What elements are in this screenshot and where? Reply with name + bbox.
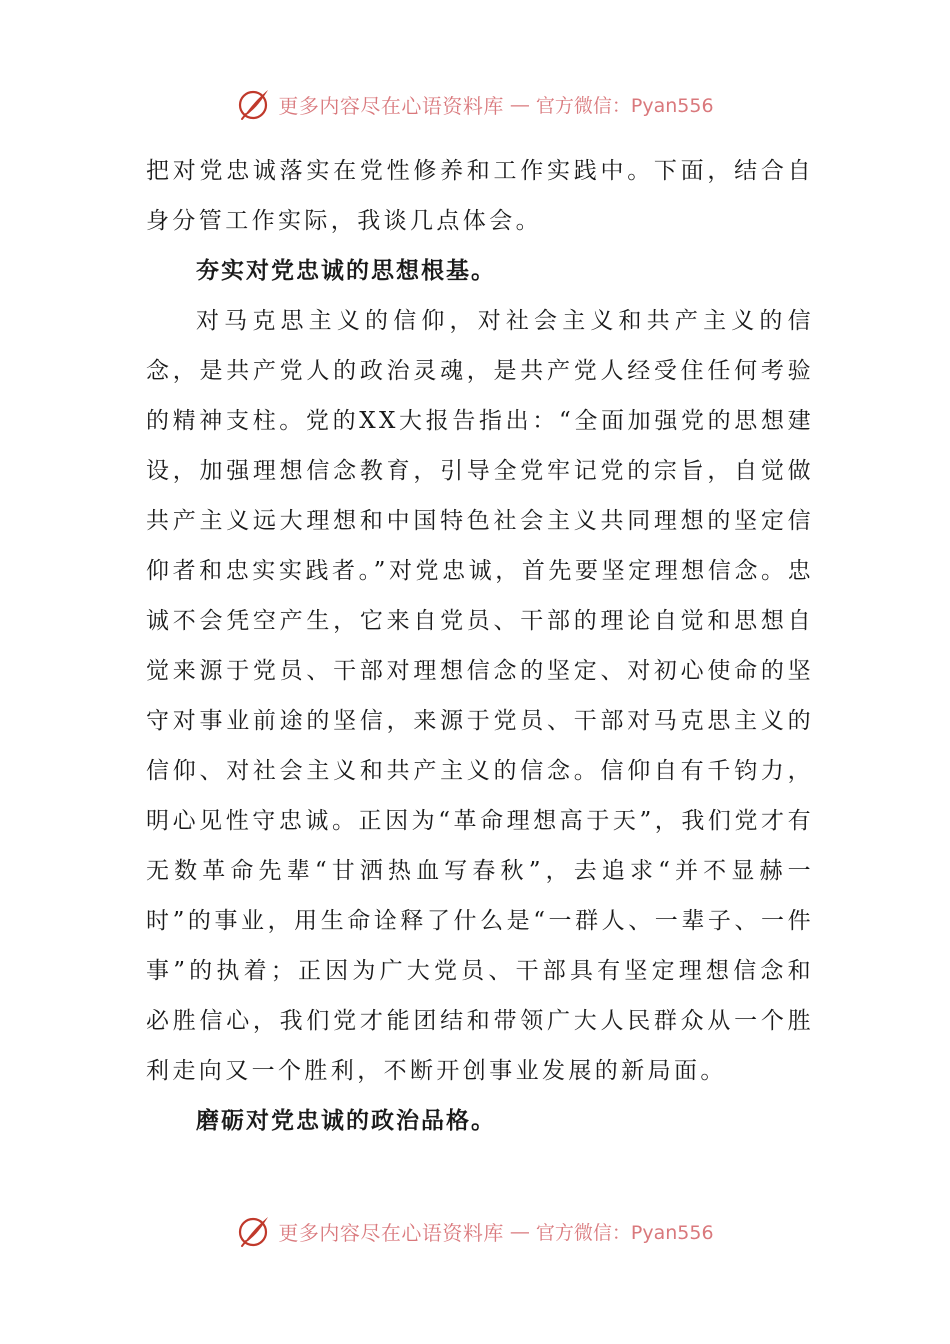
section-heading-1: 夯实对党忠诚的思想根基。: [196, 258, 496, 284]
footer-wechat-text: 官方微信：Pyan556: [535, 1221, 714, 1244]
document-body: [146, 146, 814, 1146]
body-paragraph-1: 对马克思主义的信仰，对社会主义和共产主义的信念，是共产党人的政治灵魂，是共产党人经受住任何考验的精神支柱。党的XX大报告指出：“全面加强党的思想建设，加强理想信念教育，引导全党牢记党的宗旨，自觉做共产主义远大理想和中国特色社会主义共同理想的坚定信仰者和忠实实践者。”对党忠诚，首先要坚定理想信念。忠诚不会凭空产生，它来自党员、干部的理论自觉和思想自觉来源于党员、干部对理想信念的坚定、对初心使命的坚守对事业前途的坚信，来源于党员、干部对马克思主义的信仰、对社会主义和共产主义的信念。信仰自有千钧力，明心见性守忠诚。正因为“革命理想高于天”，我们党才有无数革命先辈“甘洒热血写春秋”，去追求“并不显赫一时”的事业，用生命诠释了什么是“一群人、一辈子、一件事”的执着；正因为广大党员、干部具有坚定理想信念和必胜信心，我们党才能团结和带领广大人民群众从一个胜利走向又一个胜利，不断开创事业发展的新局面。: [146, 308, 814, 1084]
section-heading-2: 磨砺对党忠诚的政治品格。: [196, 1108, 496, 1134]
quill-logo-icon: [236, 86, 272, 122]
header-separator: —: [509, 92, 530, 116]
intro-paragraph: 把对党忠诚落实在党性修养和工作实践中。下面，结合自身分管工作实际，我谈几点体会。: [146, 158, 814, 234]
footer-brand-text: 更多内容尽在心语资料库: [278, 1220, 504, 1245]
quill-logo-icon: [236, 1213, 272, 1249]
header-wechat-text: 官方微信：Pyan556: [535, 94, 714, 117]
footer-banner: [0, 1211, 950, 1251]
header-banner: [0, 84, 950, 124]
header-brand-text: 更多内容尽在心语资料库: [278, 93, 504, 118]
footer-separator: —: [509, 1219, 530, 1243]
